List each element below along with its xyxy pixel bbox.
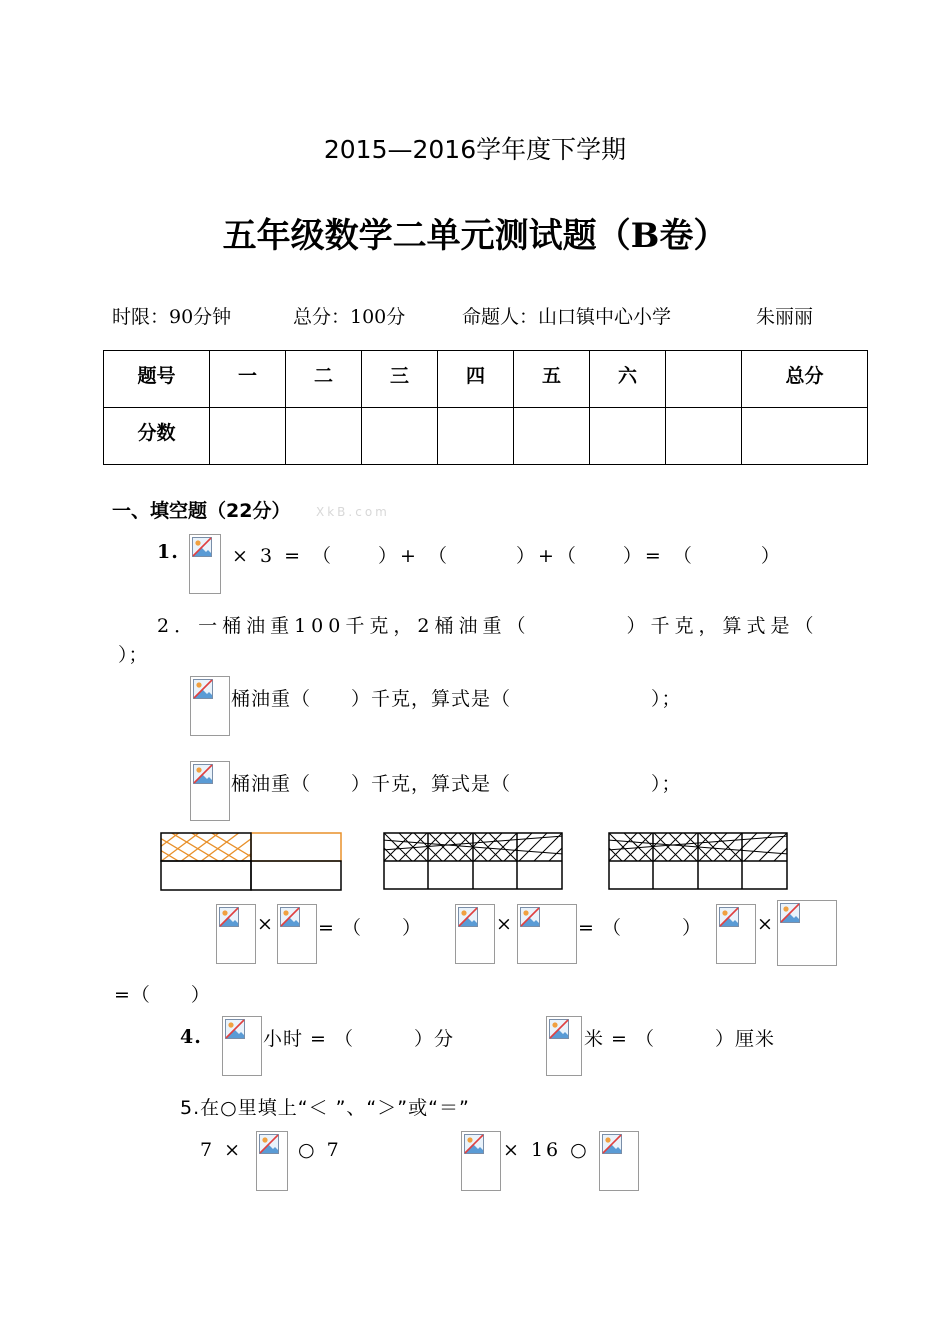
broken-image-icon xyxy=(719,907,739,927)
fraction-image xyxy=(216,904,256,964)
orange-hatch xyxy=(130,832,280,862)
header-cell: 二 xyxy=(286,351,362,408)
broken-image-icon xyxy=(549,1019,569,1039)
header-cell: 题号 xyxy=(104,351,210,408)
broken-image-icon xyxy=(219,907,239,927)
author-name: 朱丽丽 xyxy=(756,306,814,328)
score-cell[interactable] xyxy=(286,408,362,465)
times-sign: × xyxy=(496,913,513,935)
fraction-image xyxy=(190,761,230,821)
score-cell[interactable] xyxy=(210,408,286,465)
score-table xyxy=(103,350,868,465)
q4-part-a: 小时 = （ ）分 xyxy=(263,1028,454,1050)
q3-tail: =（ ） xyxy=(114,984,211,1006)
broken-image-icon xyxy=(193,679,213,699)
score-table-score-row xyxy=(104,408,868,465)
q3-eq1: = （ ） xyxy=(318,917,422,939)
school-year-heading: 2015—2016学年度下学期 xyxy=(323,135,627,164)
header-cell: 六 xyxy=(590,351,666,408)
q4-part-b: 米 = （ ）厘米 xyxy=(584,1028,775,1050)
fraction-image xyxy=(777,900,837,966)
broken-image-icon xyxy=(225,1019,245,1039)
header-cell: 总分 xyxy=(742,351,868,408)
score-table-header-row xyxy=(104,351,868,408)
score-cell[interactable] xyxy=(666,408,742,465)
total-score: 总分：100分 xyxy=(293,306,406,328)
fraction-image xyxy=(277,904,317,964)
q2-line1-end: ）； xyxy=(118,644,149,666)
times-sign: × xyxy=(757,913,774,935)
watermark: XkB.com xyxy=(316,505,390,519)
broken-image-icon xyxy=(520,907,540,927)
score-cell[interactable] xyxy=(438,408,514,465)
broken-image-icon xyxy=(780,903,800,923)
row-label: 分数 xyxy=(104,408,210,465)
broken-image-icon xyxy=(193,764,213,784)
fraction-image xyxy=(546,1016,582,1076)
q3-eq2: = （ ） xyxy=(578,917,702,939)
broken-image-icon xyxy=(464,1134,484,1154)
header-cell: 一 xyxy=(210,351,286,408)
broken-image-icon xyxy=(280,907,300,927)
fraction-image xyxy=(461,1131,501,1191)
section-heading: 一、填空题（22分） xyxy=(112,500,291,522)
header-cell xyxy=(666,351,742,408)
q1-number: 1. xyxy=(157,541,179,563)
q4-number: 4. xyxy=(180,1026,202,1048)
header-cell: 五 xyxy=(514,351,590,408)
broken-image-icon xyxy=(602,1134,622,1154)
fraction-image xyxy=(517,904,577,964)
fraction-image xyxy=(599,1131,639,1191)
author-label: 命题人：山口镇中心小学 xyxy=(462,306,672,328)
fraction-image xyxy=(455,904,495,964)
q5-prompt: 5.在○里填上“＜ ”、“＞”或“＝” xyxy=(180,1097,470,1119)
fraction-image xyxy=(222,1016,262,1076)
times-sign: × xyxy=(257,913,274,935)
broken-image-icon xyxy=(192,537,212,557)
broken-image-icon xyxy=(458,907,478,927)
fraction-image xyxy=(189,534,221,594)
header-cell: 四 xyxy=(438,351,514,408)
q5-left-a: 7 × xyxy=(200,1139,244,1161)
broken-image-icon xyxy=(259,1134,279,1154)
q1-text: × 3 = （ ）+ （ ）+（ ）= （ ） xyxy=(232,545,783,567)
score-cell[interactable] xyxy=(742,408,868,465)
q2-sub-a: 桶油重（ ）千克，算式是（ ）； xyxy=(231,688,682,710)
fraction-image xyxy=(190,676,230,736)
score-cell[interactable] xyxy=(590,408,666,465)
time-limit: 时限：90分钟 xyxy=(112,306,232,328)
q2-sub-b: 桶油重（ ）千克，算式是（ ）； xyxy=(231,773,682,795)
score-cell[interactable] xyxy=(514,408,590,465)
header-cell: 三 xyxy=(362,351,438,408)
fraction-grid-1 xyxy=(160,832,344,892)
q2-line1: 2．一桶油重100千克，2桶油重（ ）千克，算式是（ xyxy=(157,615,819,637)
fraction-grid-2 xyxy=(383,832,565,892)
q5-right-b: × 16 ○ xyxy=(503,1139,590,1161)
fraction-image xyxy=(716,904,756,964)
fraction-grid-3 xyxy=(608,832,790,892)
page-title: 五年级数学二单元测试题（B卷） xyxy=(222,216,728,256)
score-cell[interactable] xyxy=(362,408,438,465)
q5-right-a: ○ 7 xyxy=(298,1139,342,1161)
fraction-image xyxy=(256,1131,288,1191)
